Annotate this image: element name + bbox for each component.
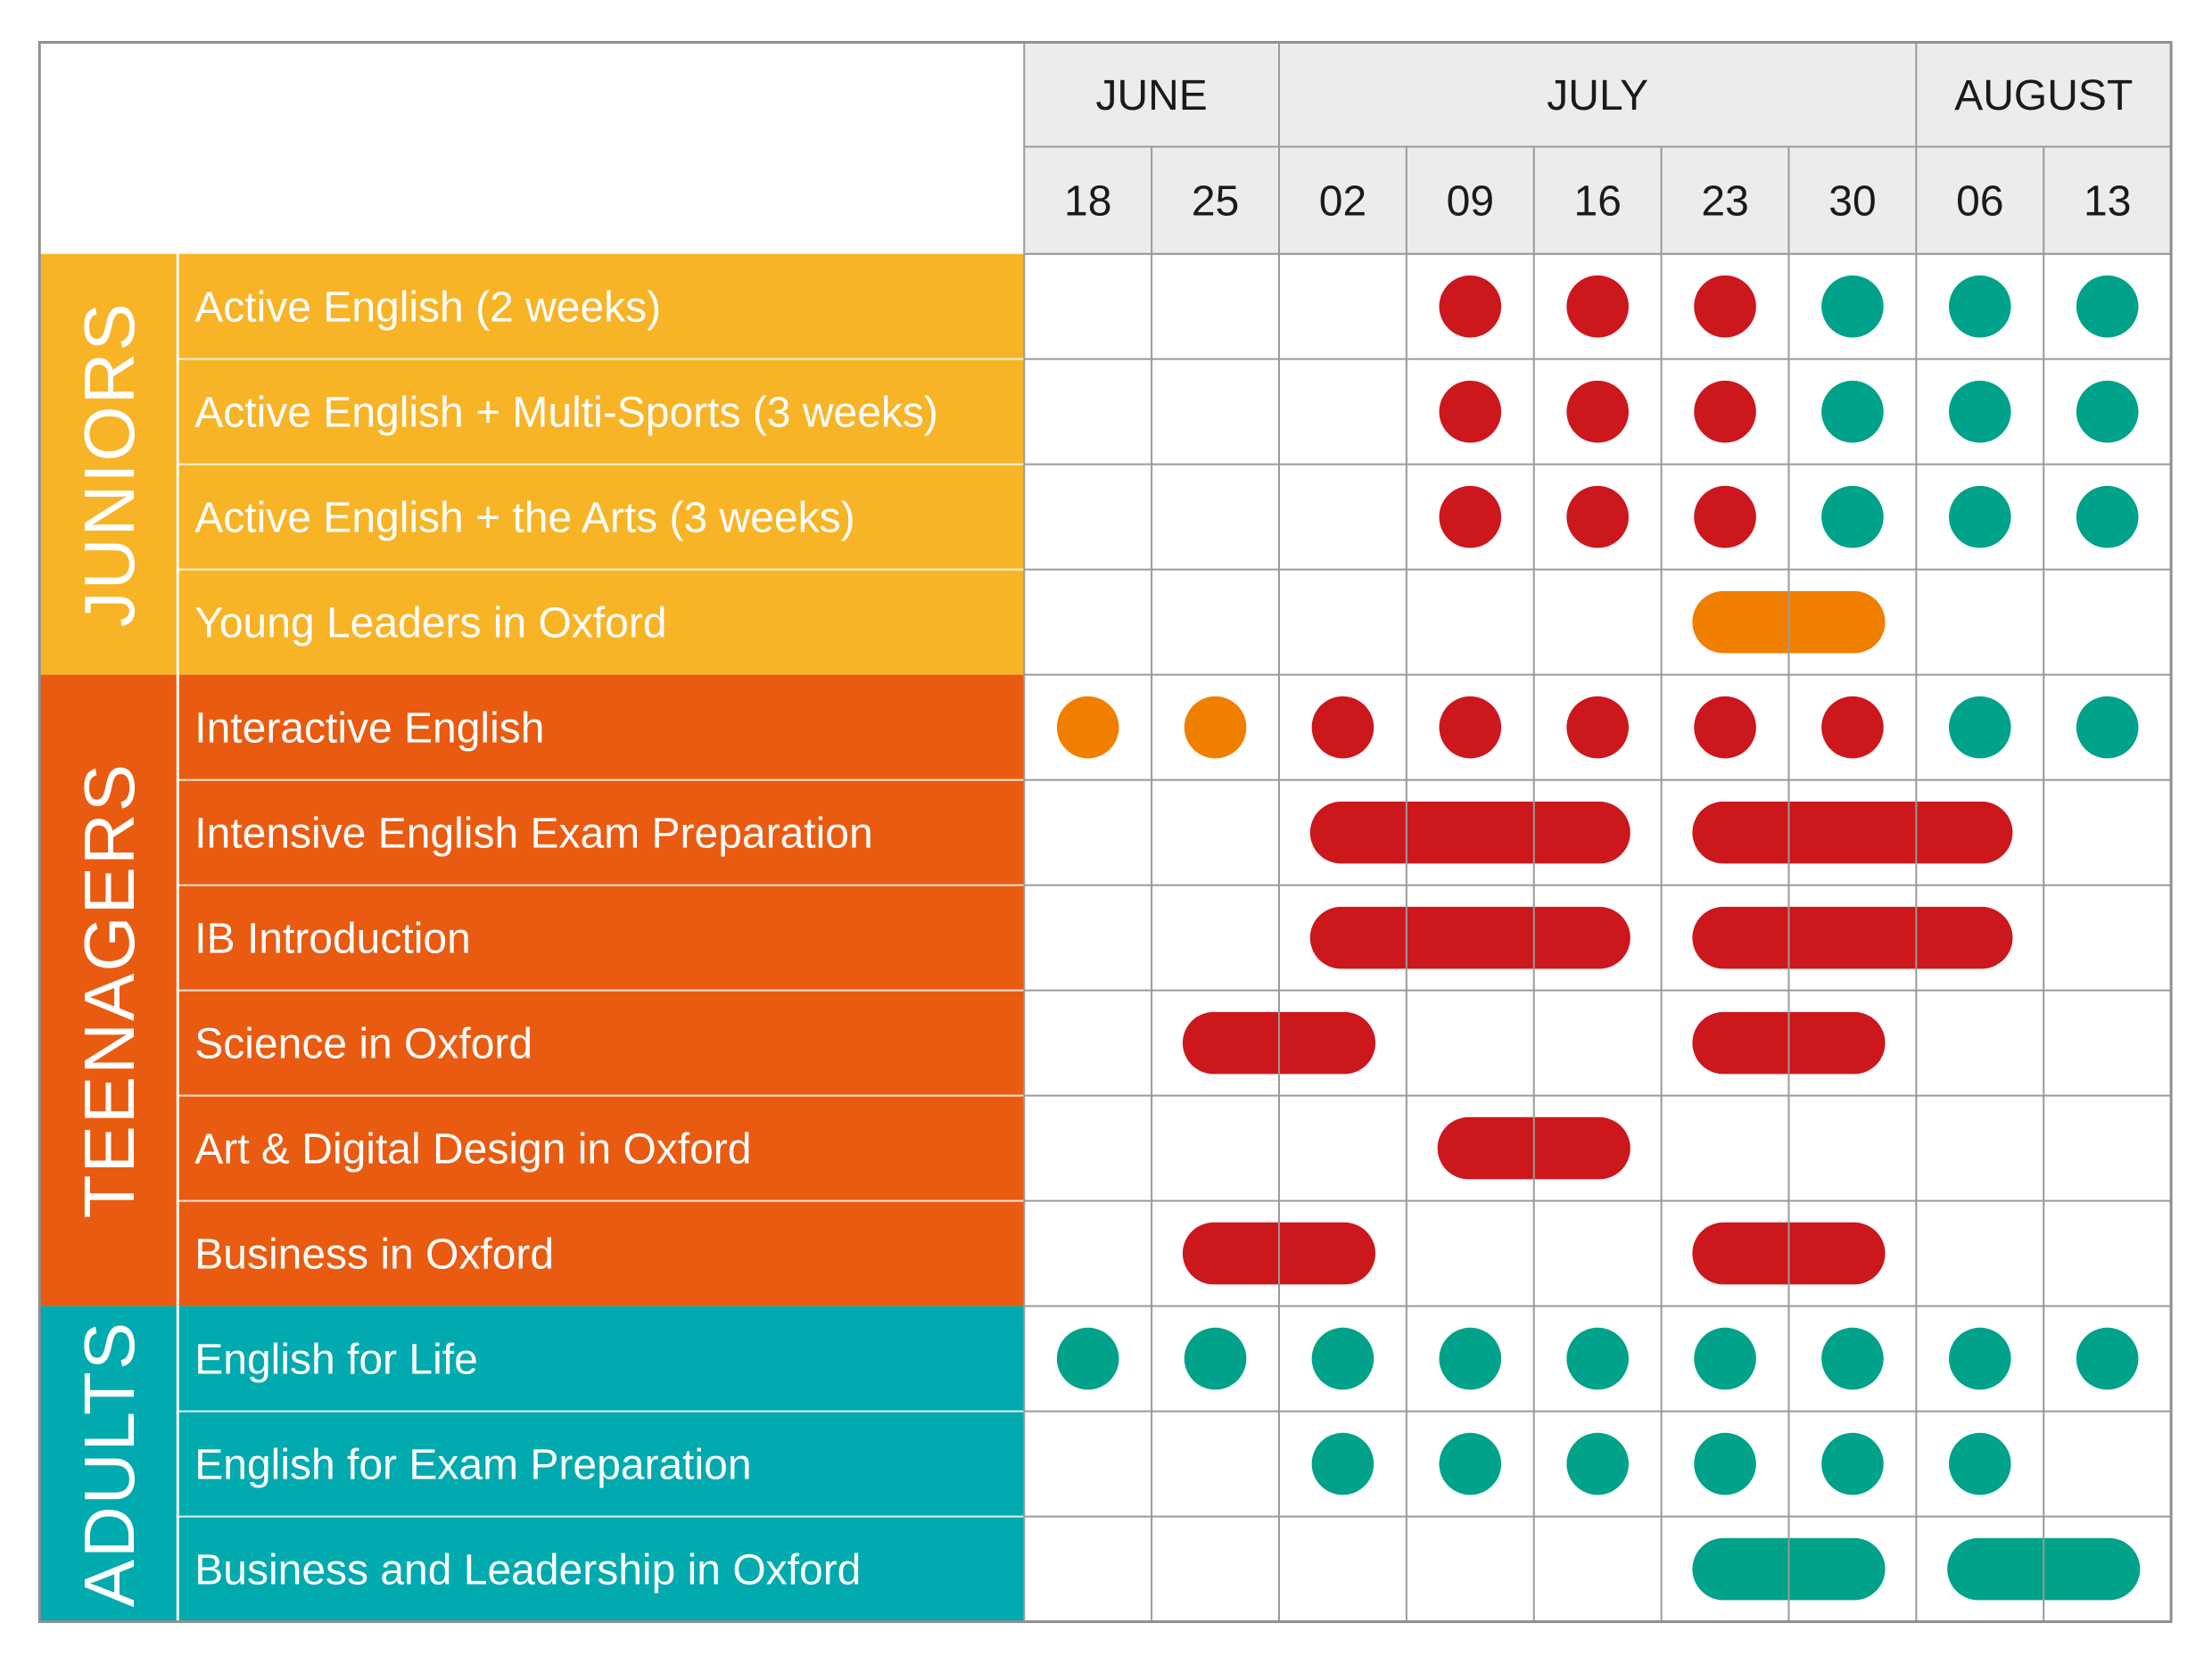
course-name: Active English (2 weeks) bbox=[194, 284, 662, 332]
course-name: Young Leaders in Oxford bbox=[194, 599, 667, 647]
session-dot-green bbox=[2076, 1328, 2139, 1390]
session-dot-red bbox=[1566, 486, 1629, 548]
session-dot-red bbox=[1312, 696, 1374, 759]
session-dot-green bbox=[1566, 1328, 1629, 1390]
month-header-june: JUNE bbox=[1095, 71, 1208, 119]
week-header: 02 bbox=[1318, 177, 1367, 226]
course-name: Science in Oxford bbox=[194, 1020, 533, 1068]
course-name: English for Life bbox=[194, 1336, 478, 1384]
session-bar-red bbox=[1310, 907, 1630, 969]
session-dot-green bbox=[1057, 1328, 1119, 1390]
session-dot-green bbox=[1821, 381, 1884, 443]
session-dot-green bbox=[1821, 486, 1884, 548]
session-dot-green bbox=[1949, 276, 2011, 338]
session-dot-green bbox=[1694, 1433, 1756, 1495]
session-dot-green bbox=[2076, 696, 2139, 759]
week-header: 06 bbox=[1956, 177, 2004, 226]
week-header: 16 bbox=[1573, 177, 1622, 226]
session-dot-green bbox=[1440, 1328, 1502, 1390]
category-label-adults: ADULTS bbox=[69, 1320, 149, 1608]
session-dot-orange bbox=[1184, 696, 1247, 759]
session-dot-green bbox=[1949, 1433, 2011, 1495]
session-dot-green bbox=[2076, 276, 2139, 338]
session-dot-red bbox=[1440, 381, 1502, 443]
session-dot-green bbox=[2076, 486, 2139, 548]
session-dot-red bbox=[1440, 486, 1502, 548]
course-name: Business and Leadership in Oxford bbox=[194, 1546, 862, 1594]
session-dot-green bbox=[1821, 276, 1884, 338]
course-name: IB Introduction bbox=[194, 915, 471, 963]
session-dot-red bbox=[1566, 696, 1629, 759]
session-dot-green bbox=[1949, 381, 2011, 443]
session-bar-red bbox=[1692, 802, 2012, 864]
week-header: 09 bbox=[1446, 177, 1495, 226]
session-dot-green bbox=[1440, 1433, 1502, 1495]
session-dot-green bbox=[1694, 1328, 1756, 1390]
session-dot-green bbox=[2076, 381, 2139, 443]
session-dot-green bbox=[1312, 1328, 1374, 1390]
session-dot-green bbox=[1821, 1433, 1884, 1495]
course-name: Art & Digital Design in Oxford bbox=[194, 1125, 752, 1174]
session-dot-red bbox=[1694, 381, 1756, 443]
session-dot-red bbox=[1694, 696, 1756, 759]
session-bar-red bbox=[1692, 907, 2012, 969]
session-dot-green bbox=[1184, 1328, 1247, 1390]
session-dot-red bbox=[1566, 276, 1629, 338]
session-dot-red bbox=[1821, 696, 1884, 759]
session-dot-red bbox=[1440, 276, 1502, 338]
session-dot-green bbox=[1821, 1328, 1884, 1390]
session-dot-red bbox=[1440, 696, 1502, 759]
session-dot-orange bbox=[1057, 696, 1119, 759]
category-label-juniors: JUNIORS bbox=[69, 301, 149, 628]
session-dot-green bbox=[1566, 1433, 1629, 1495]
session-dot-green bbox=[1949, 1328, 2011, 1390]
week-header: 23 bbox=[1701, 177, 1749, 226]
month-header-july: JULY bbox=[1547, 71, 1649, 119]
week-header: 25 bbox=[1191, 177, 1240, 226]
category-label-teenagers: TEENAGERS bbox=[69, 762, 149, 1219]
session-dot-green bbox=[1949, 696, 2011, 759]
session-bar-red bbox=[1310, 802, 1630, 864]
course-name: Intensive English Exam Preparation bbox=[194, 810, 873, 858]
session-dot-red bbox=[1566, 381, 1629, 443]
course-name: Active English + Multi-Sports (3 weeks) bbox=[194, 389, 938, 437]
week-header: 18 bbox=[1064, 177, 1112, 226]
course-name: Interactive English bbox=[194, 704, 545, 753]
week-header: 30 bbox=[1828, 177, 1877, 226]
course-name: Active English + the Arts (3 weeks) bbox=[194, 494, 855, 542]
session-dot-green bbox=[1949, 486, 2011, 548]
session-dot-green bbox=[1312, 1433, 1374, 1495]
session-dot-red bbox=[1694, 276, 1756, 338]
week-header: 13 bbox=[2084, 177, 2132, 226]
month-header-august: AUGUST bbox=[1954, 71, 2134, 119]
course-name: English for Exam Preparation bbox=[194, 1441, 752, 1489]
course-name: Business in Oxford bbox=[194, 1231, 555, 1279]
session-dot-red bbox=[1694, 486, 1756, 548]
